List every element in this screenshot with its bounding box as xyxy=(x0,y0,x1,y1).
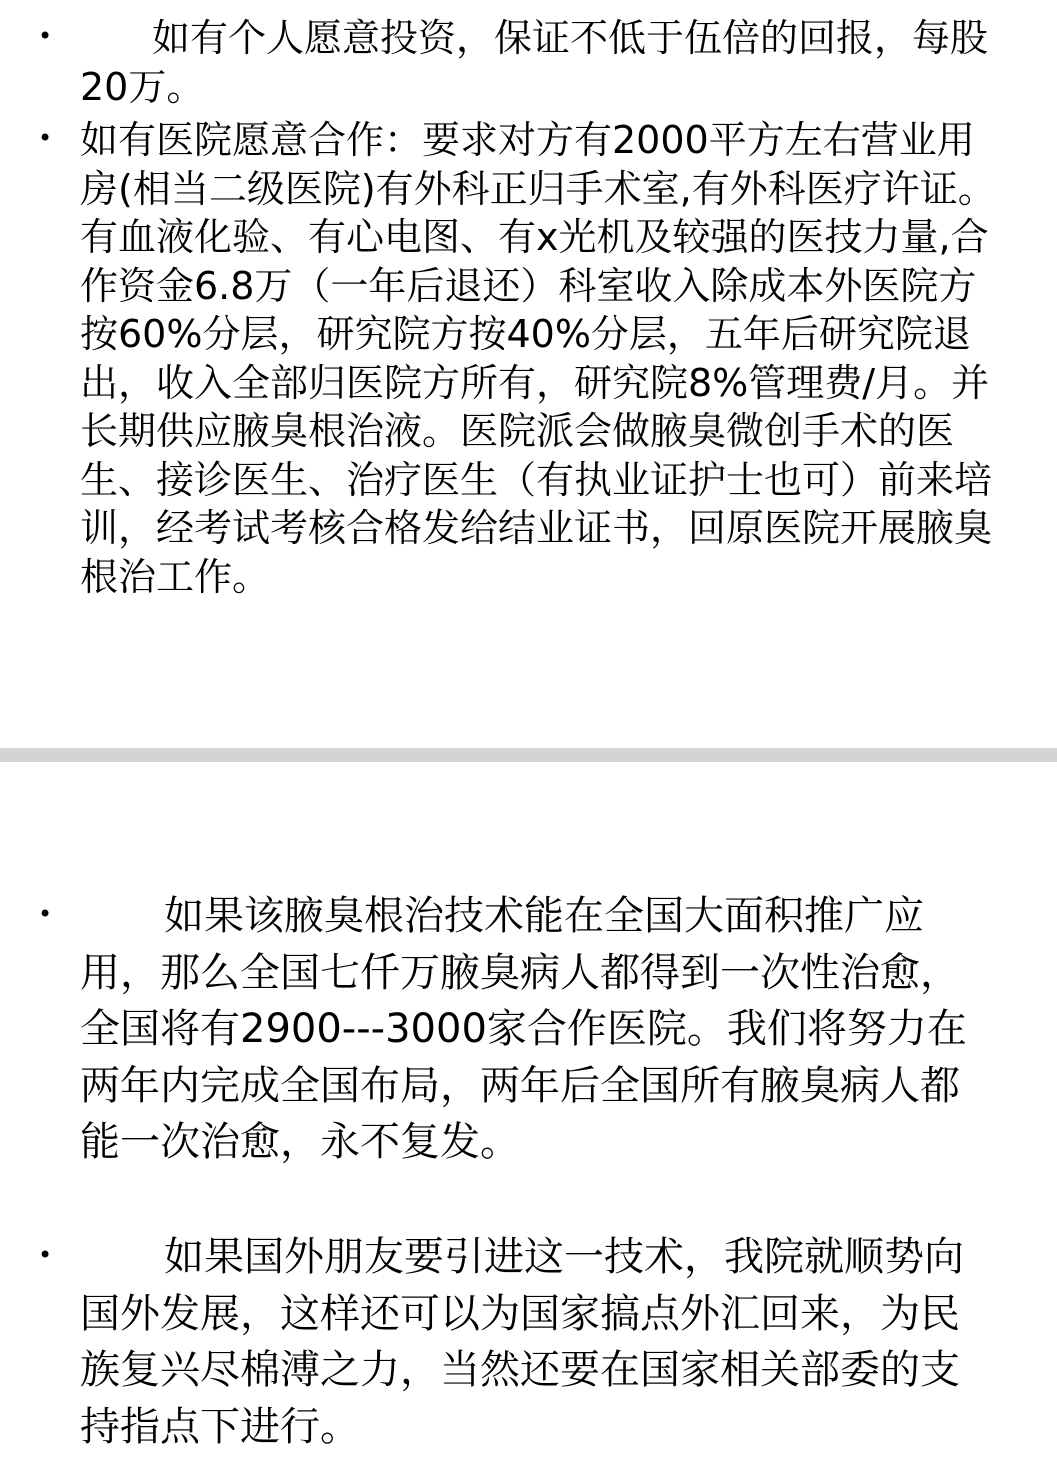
slide-divider xyxy=(0,748,1057,762)
slide-bottom xyxy=(0,762,1057,1465)
bullet-text-investment: 如有个人愿意投资，保证不低于伍倍的回报，每股20万。 xyxy=(80,16,989,109)
bullet-dot: • xyxy=(38,900,53,928)
bullet-text-hospital-cooperation: 如有医院愿意合作：要求对方有2000平方左右营业用房(相当二级医院)有外科正归手术室,有外科医疗许证。有血液化验、有心电图、有x光机及较强的医技力量,合作资金6.8万（一年后退还）科室收入除成本外医院方按60%分层，研究院方按40%分层，五年后研究院退出，收入全部归医院方所有，研究院8%管理费/月。并长期供应腋臭根治液。医院派会做腋臭微创手术的医生、接诊医生、治疗医生（有执业证护士也可）前来培训，经考试考核合格发给结业证书，回原医院开展腋臭根治工作。 xyxy=(80,118,996,599)
bullet-text-overseas-development: 如果国外朋友要引进这一技术，我院就顺势向国外发展，这样还可以为国家搞点外汇回来，为民族复兴尽棉溥之力，当然还要在国家相关部委的支持指点下进行。 xyxy=(80,1234,964,1450)
bullet-dot: • xyxy=(38,1241,53,1269)
bullet-dot: • xyxy=(38,124,53,152)
bullet-dot: • xyxy=(38,22,53,50)
bullet-text-national-promotion: 如果该腋臭根治技术能在全国大面积推广应用，那么全国七仟万腋臭病人都得到一次性治愈，全国将有2900---3000家合作医院。我们将努力在两年内完成全国布局，两年后全国所有腋臭病人都能一次治愈，永不复发。 xyxy=(80,893,967,1165)
